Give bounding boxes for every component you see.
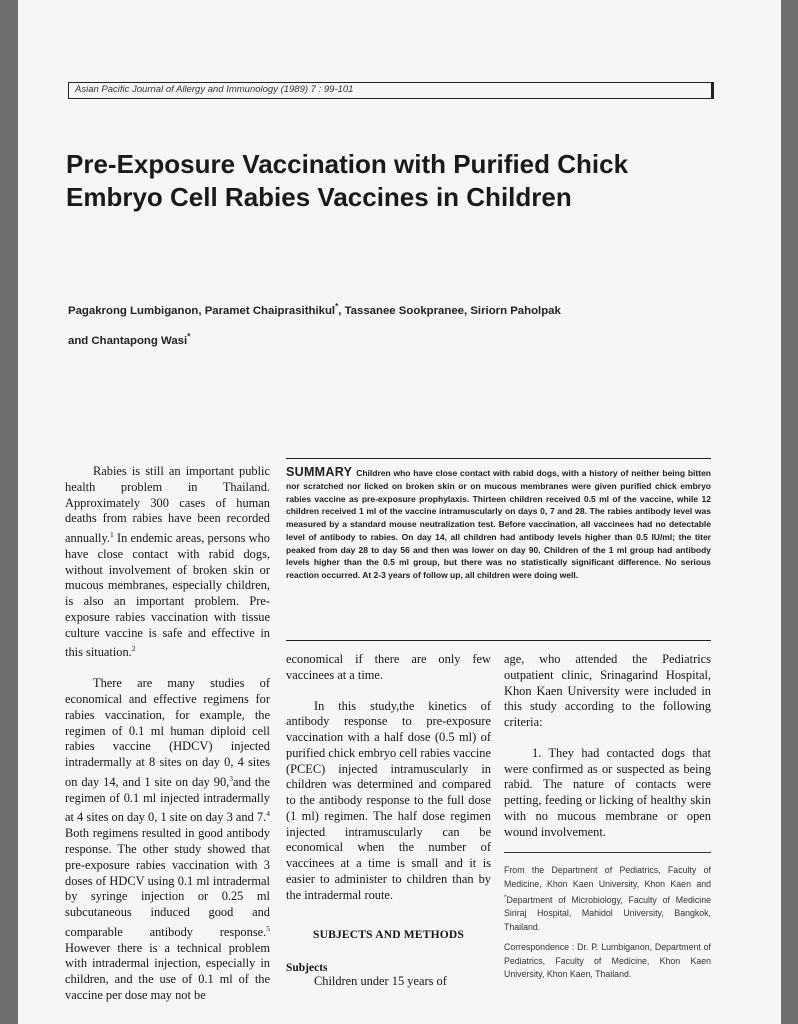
reference-mark: 1	[109, 530, 114, 539]
affiliation-mark: *	[504, 894, 507, 901]
footnote-divider	[504, 852, 711, 853]
right-paragraph-2: 1. They had contacted dogs that were confirmed as or suspected as being rabid. The nature of contacts were petting, feeding or licking of healthy skin with no mucous membrane or open wound involvement.	[504, 745, 711, 839]
correspondence-footnote: Correspondence : Dr. P. Lumbiganon, Department of Pediatrics, Faculty of Medicine, Khon Kaen University, Khon Kaen, Thailand.	[504, 942, 711, 979]
intro-text-1a: Rabies is still an important public health problem in Thailand. Approximately 300 cases of human deaths from rabies have been recorded annually.	[65, 464, 270, 546]
reference-mark: 2	[131, 644, 136, 654]
intro-text-2a: There are many studies of economical and effective regimens for rabies vaccination, for example, the regimen of 0.1 ml human diploid cell rabies vaccine (HDCV) injected intradermally at 8 sites on day 0, 4 sites on day 14, and 1 site on day 90,	[65, 676, 270, 789]
right-column	[504, 652, 711, 855]
author-affiliation-mark-2: *	[187, 331, 191, 341]
summary-heading: SUMMARY	[286, 465, 353, 479]
summary-text: Children who have close contact with rabid dogs, with a history of neither being bitten nor scratched nor licked on broken skin or on mucous membranes were given purified chick embryo rabies vaccine as pre-exposure prophylaxis. Thirteen children received 0.5 ml of the vaccine, while 12 children received 1 ml of the vaccine intramuscularly on days 0, 7 and 28. The rabies antibody level was measured by a standard mouse neutralization test. Before vaccination, all vaccinees had no detectable level of antibody to rabies. On day 14, all children had antibody levels higher than 0.5 IU/ml; the titer peaked from day 28 to day 56 and then was lower on day 90. Children of the 1 ml group had antibody levels higher than the 0.5 ml group, but there was no statistically significant difference. No serious reaction occurred. At 2-3 years of follow up, all children were doing well.	[286, 468, 711, 580]
intro-text-2b: and the regimen of 0.1 ml injected intradermally at 4 sites on day 0, 1 site on day 3 and 7.	[65, 774, 270, 825]
authors-part-2: , Tassanee Sookpranee, Siriorn Paholpak	[338, 304, 561, 317]
affiliation-text-b: Department of Microbiology, Faculty of Medicine Siriraj Hospital, Mahidol University, Bangkok, Thailand.	[504, 894, 711, 932]
journal-header-box	[68, 82, 714, 99]
authors-part-1: Pagakrong Lumbiganon, Paramet Chaiprasithikul	[68, 304, 336, 317]
affiliation-text-a: From the Department of Pediatrics, Faculty of Medicine, Khon Kaen University, Khon Kaen and	[504, 865, 711, 889]
authors-part-3: and Chantapong Wasi	[68, 334, 188, 347]
intro-text-2c: Both regimens resulted in good antibody response. The other study showed that pre-exposure rabies vaccination with 3 doses of HDCV using 0.1 ml intradermal by syringe injection or 0.25 ml subcutaneous induced good and comparable antibody response.	[65, 826, 270, 939]
subjects-paragraph: Children under 15 years of	[314, 974, 447, 988]
author-list	[68, 294, 718, 354]
middle-paragraph-1: economical if there are only few vaccinees at a time.	[286, 652, 491, 682]
paper-title: Pre-Exposure Vaccination with Purified Chick Embryo Cell Rabies Vaccines in Children	[66, 149, 629, 212]
intro-text-1b: In endemic areas, persons who have close contact with rabid dogs, without involvement of broken skin or mucous membranes, especially children, is also an important problem. Pre-exposure rabies vaccination with tissue culture vaccine is safe and effective in this situation.	[65, 531, 270, 660]
intro-paragraph-1	[65, 464, 270, 661]
summary-box	[286, 458, 711, 641]
middle-paragraph-2: In this study,the kinetics of antibody response to pre-exposure vaccination with a half dose (0.5 ml) of purified chick embryo cell rabies vaccine (PCEC) injected intramuscularly in children was determined and compared to the antibody response to the full dose (1 ml) regimen. The half dose regimen injected intramuscularly can be economical when the number of vaccinees at a time is small and it is easier to administer to children than by the intradermal route.	[286, 698, 491, 902]
reference-mark: 4	[266, 809, 270, 819]
intro-paragraph-2	[65, 676, 270, 1003]
reference-mark: 3	[229, 773, 234, 783]
intro-text-2d: However there is a technical problem with intradermal injection, especially in children, and the use of 0.1 ml of the vaccine per dose may not be	[65, 940, 270, 1002]
subsection-heading: Subjects	[286, 962, 328, 974]
affiliation-footnote	[504, 864, 711, 934]
document-page	[18, 0, 781, 1024]
intro-column	[65, 464, 270, 1019]
right-paragraph-1: age, who attended the Pediatrics outpatient clinic, Srinagarind Hospital, Khon Kaen University were included in this study according to the following criteria:	[504, 652, 711, 729]
reference-mark: 5	[266, 923, 270, 933]
journal-citation: Asian Pacific Journal of Allergy and Immunology (1989) 7 : 99-101	[75, 84, 354, 95]
author-affiliation-mark: *	[335, 302, 339, 311]
section-heading: SUBJECTS AND METHODS	[313, 929, 464, 941]
summary-paragraph	[286, 466, 711, 582]
subjects-text	[286, 974, 491, 1005]
middle-column	[286, 652, 491, 918]
